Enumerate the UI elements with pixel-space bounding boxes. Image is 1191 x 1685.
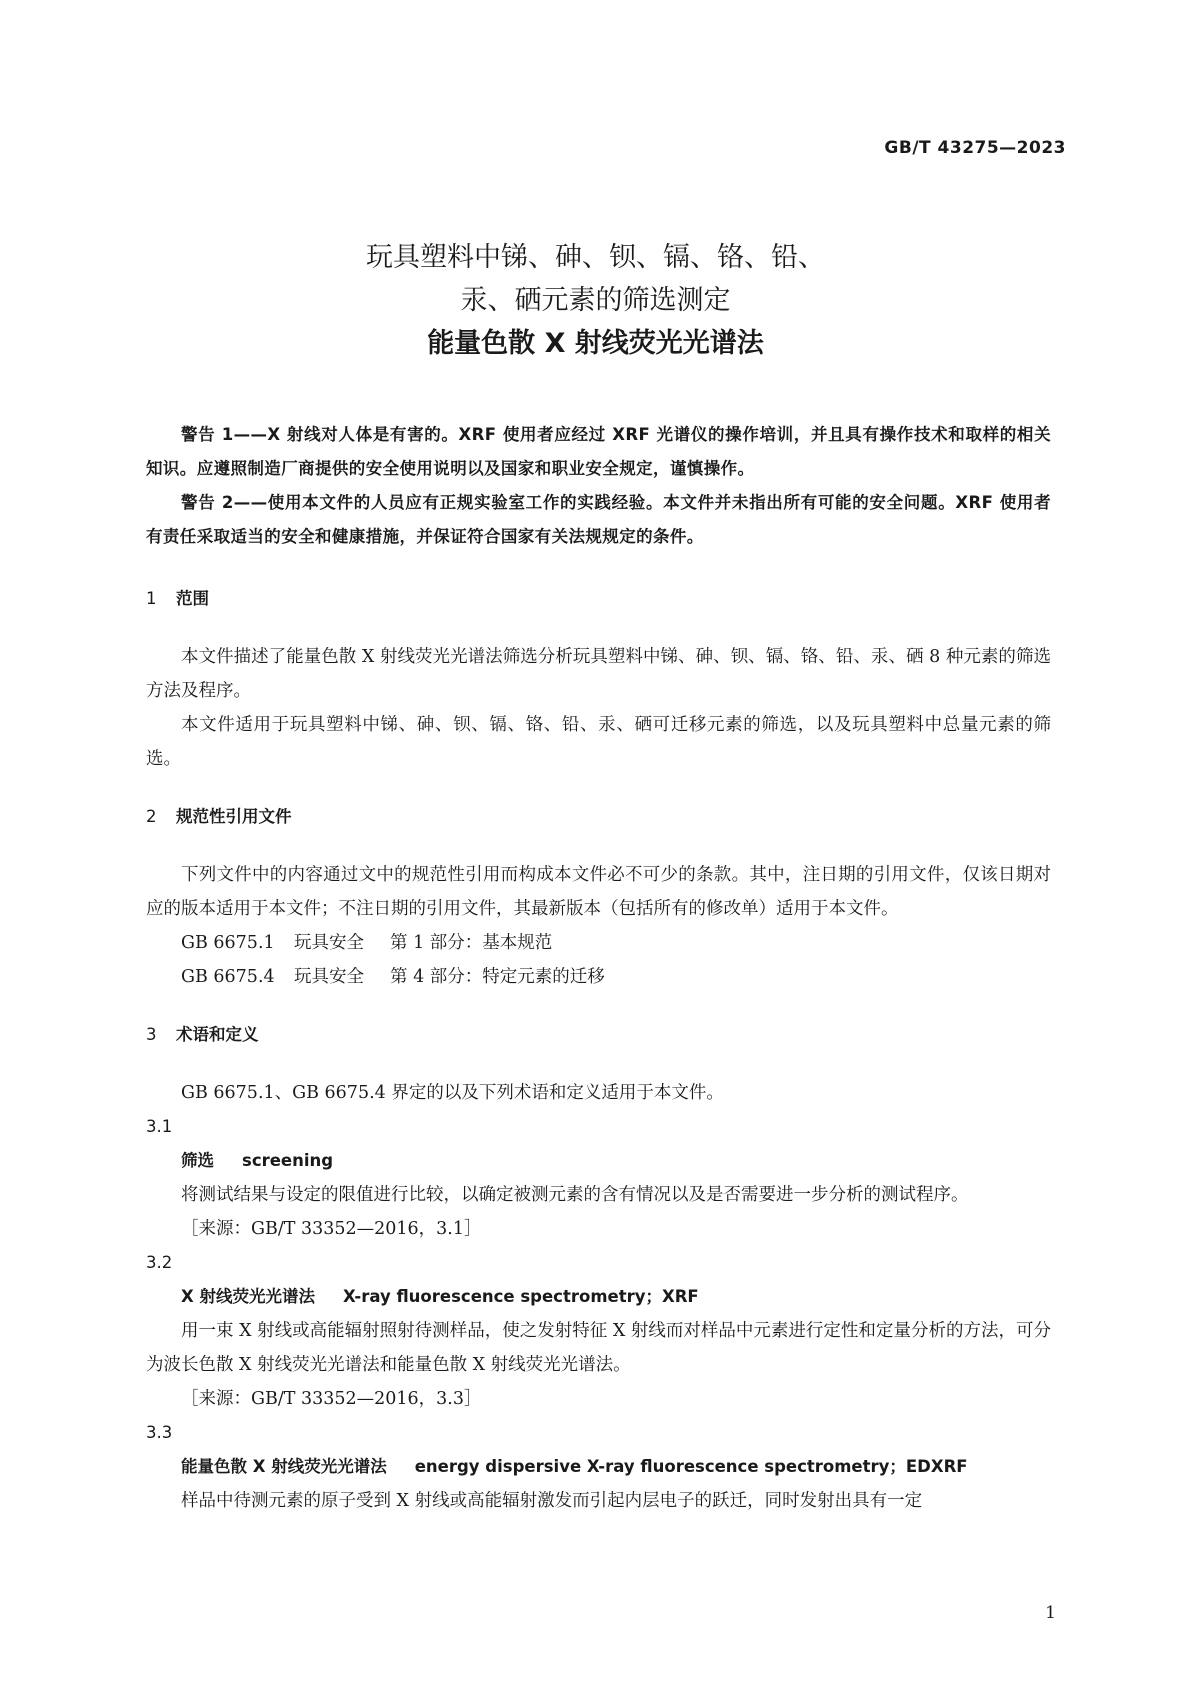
term-number: 3.1 <box>146 1117 173 1136</box>
term-zh: 能量色散 X 射线荧光光谱法 <box>181 1457 387 1476</box>
section-1-number: 1 <box>146 589 157 608</box>
term-source: ［来源：GB/T 33352—2016，3.1］ <box>181 1219 482 1239</box>
page-number: 1 <box>1045 1603 1056 1623</box>
term-definition: 用一束 X 射线或高能辐射照射待测样品，使之发射特征 X 射线而对样品中元素进行定性和定量分析的方法，可分为波长色散 X 射线荧光光谱法和能量色散 X 射线荧光光谱法。 <box>146 1321 1051 1375</box>
reference-item <box>146 960 1051 994</box>
term-heading <box>146 1144 1051 1178</box>
title-line-1: 玩具塑料中锑、砷、钡、镉、铬、铅、 <box>366 242 825 273</box>
scope-paragraph-1: 本文件描述了能量色散 X 射线荧光光谱法筛选分析玩具塑料中锑、砷、钡、镉、铬、铅、汞、硒 8 种元素的筛选方法及程序。 <box>146 647 1051 701</box>
reference-code: GB 6675.1 <box>181 933 275 953</box>
term-en: X-ray fluorescence spectrometry；XRF <box>342 1287 699 1306</box>
section-1-title: 范围 <box>176 589 209 608</box>
section-3-number: 3 <box>146 1025 157 1044</box>
term-definition: 将测试结果与设定的限值进行比较，以确定被测元素的含有情况以及是否需要进一步分析的测试程序。 <box>181 1185 969 1205</box>
section-2-number: 2 <box>146 807 157 826</box>
references-intro: 下列文件中的内容通过文中的规范性引用而构成本文件必不可少的条款。其中，注日期的引用文件，仅该日期对应的版本适用于本文件；不注日期的引用文件，其最新版本（包括所有的修改单）适用于本文件。 <box>146 865 1051 919</box>
standard-number: GB/T 43275—2023 <box>884 138 1066 158</box>
reference-code: GB 6675.4 <box>181 967 275 987</box>
reference-part: 第 1 部分：基本规范 <box>390 933 553 953</box>
term-definition: 样品中待测元素的原子受到 X 射线或高能辐射激发而引起内层电子的跃迁，同时发射出具有一定 <box>181 1491 923 1511</box>
reference-part: 第 4 部分：特定元素的迁移 <box>390 967 605 987</box>
term-zh: 筛选 <box>181 1151 214 1170</box>
reference-name: 玩具安全 <box>294 967 364 987</box>
reference-name: 玩具安全 <box>294 933 364 953</box>
title-line-3: 能量色散 X 射线荧光光谱法 <box>427 328 764 359</box>
section-1-heading <box>146 582 1051 616</box>
section-2-heading <box>146 800 1051 834</box>
reference-item <box>146 926 1051 960</box>
document-body <box>146 418 1051 1518</box>
term-heading <box>146 1280 1051 1314</box>
section-2-title: 规范性引用文件 <box>176 807 292 826</box>
title-line-2: 汞、硒元素的筛选测定 <box>460 285 731 316</box>
document-title <box>0 236 1191 365</box>
term-number: 3.2 <box>146 1253 173 1272</box>
term-heading <box>146 1450 1051 1484</box>
term-en: screening <box>242 1151 334 1170</box>
term-en: energy dispersive X-ray fluorescence spectrometry；EDXRF <box>414 1457 968 1476</box>
warning-2: 警告 2——使用本文件的人员应有正规实验室工作的实践经验。本文件并未指出所有可能的安全问题。XRF 使用者有责任采取适当的安全和健康措施，并保证符合国家有关法规规定的条件。 <box>146 493 1051 546</box>
term-zh: X 射线荧光光谱法 <box>181 1287 315 1306</box>
terms-intro: GB 6675.1、GB 6675.4 界定的以及下列术语和定义适用于本文件。 <box>181 1083 724 1103</box>
term-number: 3.3 <box>146 1423 173 1442</box>
warning-1: 警告 1——X 射线对人体是有害的。XRF 使用者应经过 XRF 光谱仪的操作培训，并且具有操作技术和取样的相关知识。应遵照制造厂商提供的安全使用说明以及国家和职业安全规定，谨慎操作。 <box>146 425 1051 478</box>
scope-paragraph-2: 本文件适用于玩具塑料中锑、砷、钡、镉、铬、铅、汞、硒可迁移元素的筛选，以及玩具塑料中总量元素的筛选。 <box>146 715 1051 769</box>
section-3-heading <box>146 1018 1051 1052</box>
term-source: ［来源：GB/T 33352—2016，3.3］ <box>181 1389 482 1409</box>
section-3-title: 术语和定义 <box>176 1025 259 1044</box>
